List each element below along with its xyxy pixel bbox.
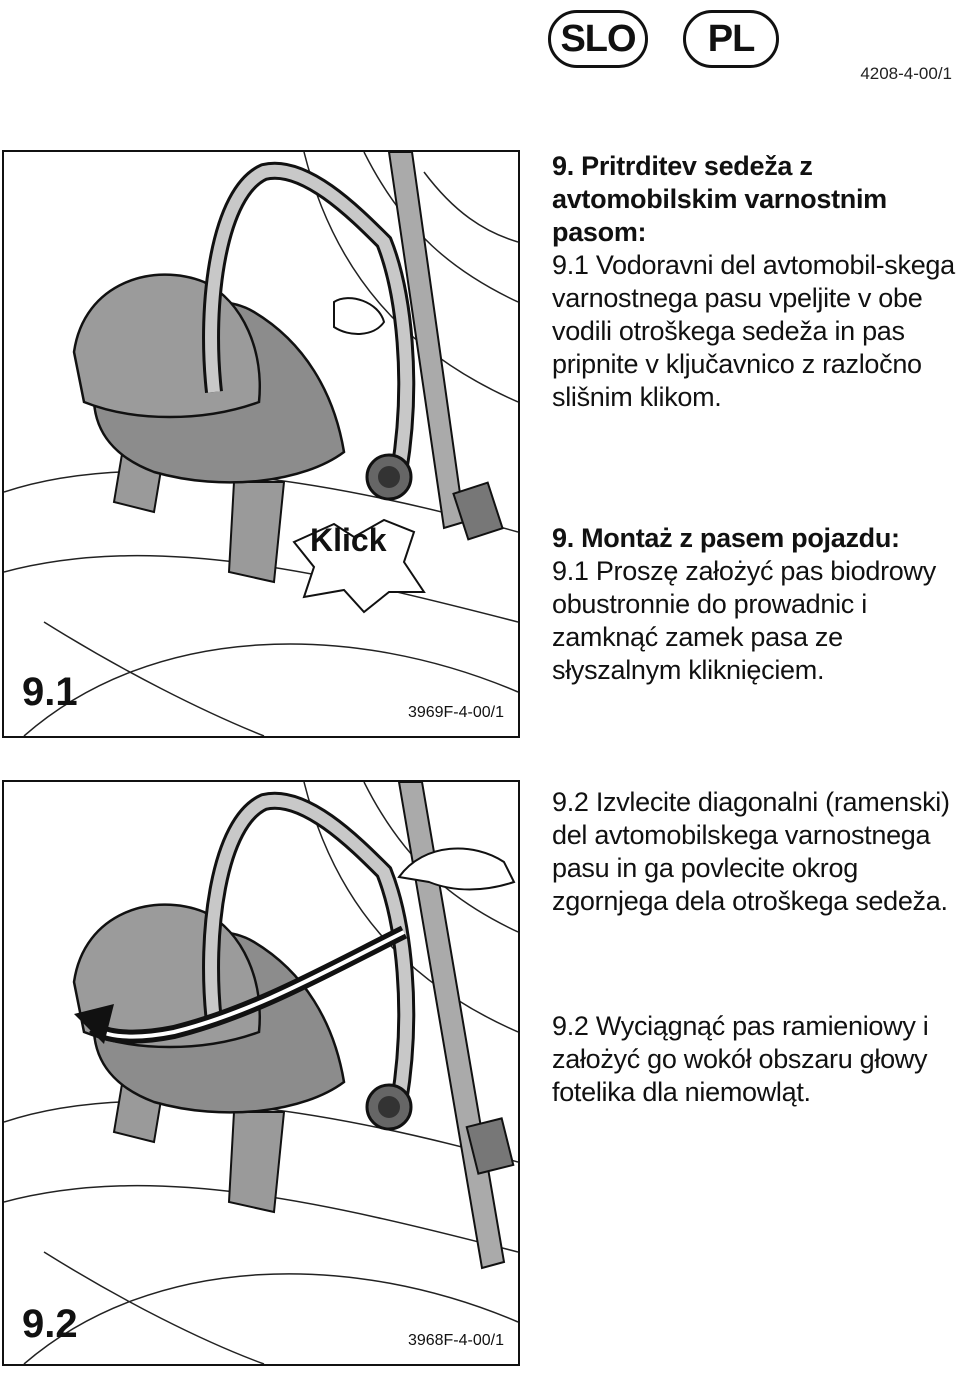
slo-step1: 9.1 Vodoravni del avtomobil-skega varnostnega pasu vpeljite v obe vodili otroškega sedeža in pas pripnite v ključavnico z razločno slišnim klikom. bbox=[552, 250, 955, 412]
slo-heading: 9. Pritrditev sedeža z avtomobilskim varnostnim pasom: bbox=[552, 151, 887, 247]
figure-code: 3968F-4-00/1 bbox=[407, 1332, 504, 1349]
figure-9-2 bbox=[2, 780, 520, 1366]
pl-instructions-step2 bbox=[552, 1010, 956, 1109]
slo-instructions-step1 bbox=[552, 150, 956, 414]
figure-number: 9.2 bbox=[22, 1302, 78, 1346]
pl-instructions-step1 bbox=[552, 522, 956, 687]
figure-code: 3969F-4-00/1 bbox=[407, 704, 504, 721]
pl-heading: 9. Montaż z pasem pojazdu: bbox=[552, 523, 900, 553]
document-code: 4208-4-00/1 bbox=[860, 64, 952, 83]
infant-seat-illustration-1 bbox=[4, 152, 518, 736]
figure-number: 9.1 bbox=[22, 670, 78, 714]
slo-instructions-step2 bbox=[552, 786, 956, 918]
language-badge-pl: PL bbox=[683, 10, 779, 68]
infant-seat-illustration-2 bbox=[4, 782, 518, 1364]
figure-9-1 bbox=[2, 150, 520, 738]
language-badge-slo: SLO bbox=[548, 10, 648, 68]
pl-step2: 9.2 Wyciągnąć pas ramieniowy i założyć go wokół obszaru głowy fotelika dla niemowląt. bbox=[552, 1011, 929, 1107]
pl-step1: 9.1 Proszę założyć pas biodrowy obustronnie do prowadnic i zamknąć zamek pasa ze słyszalnym kliknięciem. bbox=[552, 556, 936, 685]
slo-step2: 9.2 Izvlecite diagonalni (ramenski) del avtomobilskega varnostnega pasu in ga povlecite okrog zgornjega dela otroškega sedeža. bbox=[552, 787, 950, 916]
klick-callout: Klick bbox=[310, 522, 387, 558]
